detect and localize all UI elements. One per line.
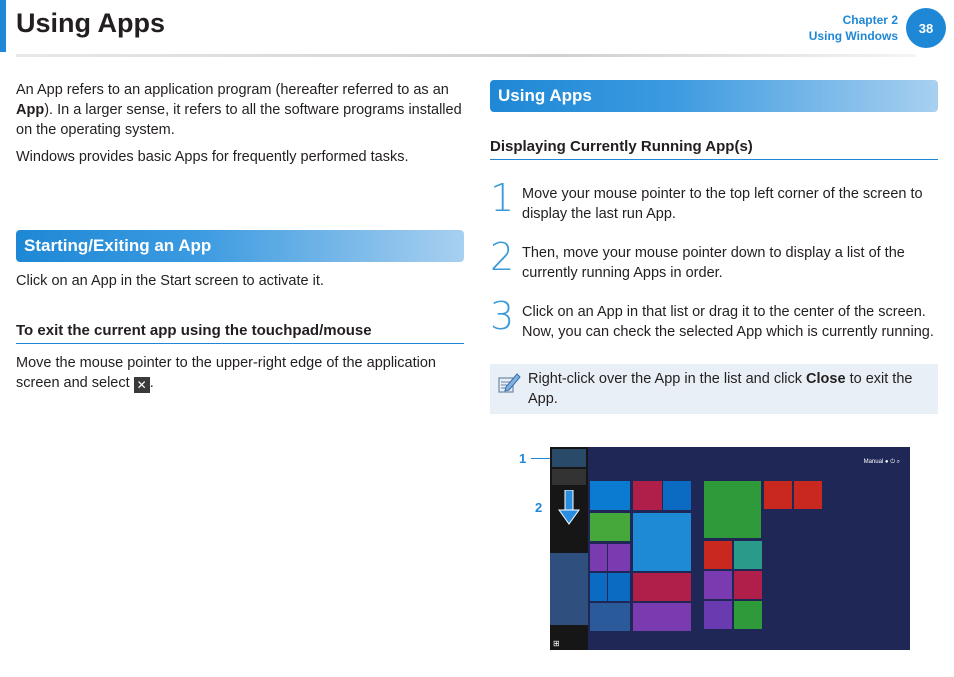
note-text-a: Right-click over the App in the list and click [528,371,807,387]
chapter-label [809,12,898,44]
header-divider [16,54,916,57]
callout-1: 1 [519,451,527,466]
start-text: Click on an App in the Start screen to activate it. [16,273,324,289]
callout-2: 2 [535,500,543,515]
chapter-name: Using Windows [808,29,898,43]
exit-text-end: . [149,375,154,391]
desktop-tile [590,603,630,631]
page-title: Using Apps [16,8,166,38]
step-number: 2 [490,235,515,279]
step-text: Then, move your mouse pointer down to display a list of the currently running Apps in order. [522,245,905,281]
user-account: Manual ● ⏻ ⌕ [863,459,900,465]
intro-paragraph [16,80,464,140]
step-text: Click on an App in that list or drag it to the center of the screen. Now, you can check the selected App which is currently running. [522,304,934,340]
section-heading-starting-exiting: Starting/Exiting an App [16,230,464,262]
weather-large-tile [633,513,691,571]
running-app-thumb [552,449,586,467]
tile [590,544,607,571]
close-icon: ✕ [134,377,150,393]
help-tile [764,481,792,509]
chapter-number: Chapter 2 [842,13,898,27]
step-3 [490,294,938,342]
section-heading-using-apps: Using Apps [490,80,938,112]
intro-text-bold: App [16,102,45,118]
exit-text [16,353,464,393]
step-1 [490,176,938,224]
sub-heading-running-apps: Displaying Currently Running App(s) [490,138,938,160]
start-screen-illustration [550,447,910,650]
intro-paragraph-2: Windows provides basic Apps for frequently performed tasks. [16,149,409,165]
health-tile [704,541,732,569]
intro-text-b: ). In a larger sense, it refers to all the software programs installed on the operating system. [16,102,462,138]
sports-tile [704,601,732,629]
arrow-down-icon [558,490,580,526]
note-text-bold: Close [806,371,846,387]
calendar-tile [633,603,691,631]
step-number: 3 [490,294,515,338]
reading-tile [734,571,762,599]
windows-icon: ⊞ [553,639,560,648]
running-app-thumb [552,469,586,485]
tile [590,573,607,601]
step-2 [490,235,938,283]
step-number: 1 [490,176,515,220]
user-name: Manual [863,459,884,465]
onedrive-tile [663,481,691,510]
partial-tiles [550,553,588,625]
running-apps-rail [550,447,588,650]
note-pencil-icon [496,370,522,396]
note-box [490,364,938,414]
mail-tile [590,481,630,510]
video-tile [633,481,662,510]
sub-heading-exit: To exit the current app using the touchpad/mouse [16,322,464,344]
exit-text-main: Move the mouse pointer to the upper-right edge of the application screen and select [16,355,436,391]
money-tile [734,601,762,629]
finance-tile [704,571,732,599]
step-text: Move your mouse pointer to the top left corner of the screen to display the last run App. [522,186,923,222]
intro-text-a: An App refers to an application program (hereafter referred to as an [16,82,449,98]
right-column [490,80,938,414]
news-tile [633,573,691,601]
header-accent-bar [0,0,6,52]
page-number-badge: 38 [906,8,946,48]
onenote-tile [608,544,630,571]
people-tile [794,481,822,509]
note-text-b: to exit the App. [528,371,913,407]
left-column [16,80,464,400]
food-tile [734,541,762,569]
ie-tile [608,573,630,601]
store-tile [704,481,761,538]
weather-tile [590,513,630,541]
